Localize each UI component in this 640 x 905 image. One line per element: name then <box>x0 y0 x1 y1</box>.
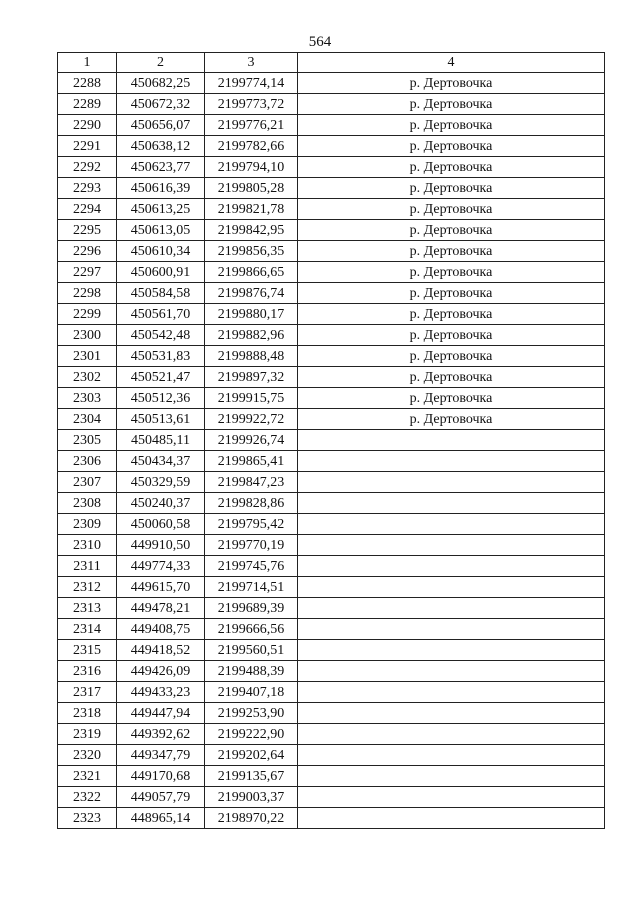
x-coordinate-cell: 450584,58 <box>117 283 205 304</box>
point-number-cell: 2306 <box>58 451 117 472</box>
table-row <box>58 409 605 430</box>
table-row <box>58 136 605 157</box>
x-coordinate-cell: 450329,59 <box>117 472 205 493</box>
header-cell-1: 1 <box>58 53 117 73</box>
y-coordinate-cell: 2199689,39 <box>205 598 298 619</box>
page-number: 564 <box>308 34 332 50</box>
table-row <box>58 745 605 766</box>
description-cell <box>298 514 605 535</box>
x-coordinate-cell: 449910,50 <box>117 535 205 556</box>
x-coordinate-cell: 450610,34 <box>117 241 205 262</box>
description-cell: р. Дертовочка <box>298 73 605 94</box>
table-row <box>58 367 605 388</box>
y-coordinate-cell: 2199253,90 <box>205 703 298 724</box>
table-row <box>58 703 605 724</box>
y-coordinate-cell: 2199882,96 <box>205 325 298 346</box>
point-number-cell: 2304 <box>58 409 117 430</box>
description-cell: р. Дертовочка <box>298 220 605 241</box>
description-cell <box>298 577 605 598</box>
table-header <box>58 53 605 73</box>
y-coordinate-cell: 2199865,41 <box>205 451 298 472</box>
table-row <box>58 157 605 178</box>
y-coordinate-cell: 2199828,86 <box>205 493 298 514</box>
point-number-cell: 2307 <box>58 472 117 493</box>
table-row <box>58 346 605 367</box>
description-cell: р. Дертовочка <box>298 136 605 157</box>
x-coordinate-cell: 450600,91 <box>117 262 205 283</box>
table-row <box>58 640 605 661</box>
x-coordinate-cell: 450542,48 <box>117 325 205 346</box>
y-coordinate-cell: 2199222,90 <box>205 724 298 745</box>
y-coordinate-cell: 2199003,37 <box>205 787 298 808</box>
x-coordinate-cell: 449392,62 <box>117 724 205 745</box>
point-number-cell: 2309 <box>58 514 117 535</box>
x-coordinate-cell: 449408,75 <box>117 619 205 640</box>
x-coordinate-cell: 450656,07 <box>117 115 205 136</box>
point-number-cell: 2305 <box>58 430 117 451</box>
point-number-cell: 2291 <box>58 136 117 157</box>
header-cell-3: 3 <box>205 53 298 73</box>
x-coordinate-cell: 450531,83 <box>117 346 205 367</box>
x-coordinate-cell: 450638,12 <box>117 136 205 157</box>
point-number-cell: 2311 <box>58 556 117 577</box>
description-cell: р. Дертовочка <box>298 283 605 304</box>
x-coordinate-cell: 449615,70 <box>117 577 205 598</box>
point-number-cell: 2318 <box>58 703 117 724</box>
point-number-cell: 2292 <box>58 157 117 178</box>
y-coordinate-cell: 2199888,48 <box>205 346 298 367</box>
table-row <box>58 94 605 115</box>
y-coordinate-cell: 2199770,19 <box>205 535 298 556</box>
y-coordinate-cell: 2199795,42 <box>205 514 298 535</box>
description-cell <box>298 598 605 619</box>
x-coordinate-cell: 450672,32 <box>117 94 205 115</box>
description-cell: р. Дертовочка <box>298 94 605 115</box>
point-number-cell: 2295 <box>58 220 117 241</box>
description-cell <box>298 430 605 451</box>
x-coordinate-cell: 449774,33 <box>117 556 205 577</box>
x-coordinate-cell: 450240,37 <box>117 493 205 514</box>
x-coordinate-cell: 448965,14 <box>117 808 205 829</box>
table-row <box>58 661 605 682</box>
point-number-cell: 2298 <box>58 283 117 304</box>
description-cell <box>298 787 605 808</box>
y-coordinate-cell: 2199782,66 <box>205 136 298 157</box>
table-row <box>58 283 605 304</box>
x-coordinate-cell: 450512,36 <box>117 388 205 409</box>
description-cell <box>298 493 605 514</box>
y-coordinate-cell: 2199202,64 <box>205 745 298 766</box>
point-number-cell: 2293 <box>58 178 117 199</box>
table-row <box>58 430 605 451</box>
table-row <box>58 787 605 808</box>
point-number-cell: 2315 <box>58 640 117 661</box>
description-cell: р. Дертовочка <box>298 115 605 136</box>
point-number-cell: 2288 <box>58 73 117 94</box>
description-cell <box>298 703 605 724</box>
y-coordinate-cell: 2199488,39 <box>205 661 298 682</box>
header-row <box>58 53 605 73</box>
x-coordinate-cell: 450613,25 <box>117 199 205 220</box>
point-number-cell: 2303 <box>58 388 117 409</box>
y-coordinate-cell: 2199856,35 <box>205 241 298 262</box>
y-coordinate-cell: 2198970,22 <box>205 808 298 829</box>
point-number-cell: 2320 <box>58 745 117 766</box>
description-cell <box>298 451 605 472</box>
y-coordinate-cell: 2199926,74 <box>205 430 298 451</box>
description-cell <box>298 535 605 556</box>
table-row <box>58 199 605 220</box>
point-number-cell: 2299 <box>58 304 117 325</box>
description-cell: р. Дертовочка <box>298 199 605 220</box>
table-row <box>58 451 605 472</box>
y-coordinate-cell: 2199880,17 <box>205 304 298 325</box>
x-coordinate-cell: 450513,61 <box>117 409 205 430</box>
table-row <box>58 262 605 283</box>
x-coordinate-cell: 450521,47 <box>117 367 205 388</box>
table-row <box>58 598 605 619</box>
y-coordinate-cell: 2199805,28 <box>205 178 298 199</box>
table-row <box>58 73 605 94</box>
y-coordinate-cell: 2199915,75 <box>205 388 298 409</box>
y-coordinate-cell: 2199774,14 <box>205 73 298 94</box>
x-coordinate-cell: 449433,23 <box>117 682 205 703</box>
description-cell <box>298 472 605 493</box>
point-number-cell: 2296 <box>58 241 117 262</box>
point-number-cell: 2321 <box>58 766 117 787</box>
point-number-cell: 2310 <box>58 535 117 556</box>
y-coordinate-cell: 2199922,72 <box>205 409 298 430</box>
description-cell: р. Дертовочка <box>298 388 605 409</box>
y-coordinate-cell: 2199897,32 <box>205 367 298 388</box>
table-row <box>58 577 605 598</box>
y-coordinate-cell: 2199776,21 <box>205 115 298 136</box>
header-cell-2: 2 <box>117 53 205 73</box>
y-coordinate-cell: 2199821,78 <box>205 199 298 220</box>
point-number-cell: 2290 <box>58 115 117 136</box>
description-cell <box>298 724 605 745</box>
y-coordinate-cell: 2199560,51 <box>205 640 298 661</box>
description-cell <box>298 808 605 829</box>
table-row <box>58 178 605 199</box>
description-cell <box>298 640 605 661</box>
table-row <box>58 304 605 325</box>
description-cell: р. Дертовочка <box>298 325 605 346</box>
description-cell <box>298 556 605 577</box>
x-coordinate-cell: 450434,37 <box>117 451 205 472</box>
point-number-cell: 2300 <box>58 325 117 346</box>
point-number-cell: 2319 <box>58 724 117 745</box>
table-row <box>58 220 605 241</box>
point-number-cell: 2297 <box>58 262 117 283</box>
table-row <box>58 493 605 514</box>
table-body <box>58 73 605 829</box>
table-row <box>58 325 605 346</box>
point-number-cell: 2294 <box>58 199 117 220</box>
description-cell: р. Дертовочка <box>298 409 605 430</box>
table-row <box>58 766 605 787</box>
point-number-cell: 2323 <box>58 808 117 829</box>
table-row <box>58 808 605 829</box>
x-coordinate-cell: 450613,05 <box>117 220 205 241</box>
table-row <box>58 388 605 409</box>
point-number-cell: 2314 <box>58 619 117 640</box>
y-coordinate-cell: 2199714,51 <box>205 577 298 598</box>
x-coordinate-cell: 449418,52 <box>117 640 205 661</box>
description-cell <box>298 766 605 787</box>
y-coordinate-cell: 2199745,76 <box>205 556 298 577</box>
table-row <box>58 241 605 262</box>
table-row <box>58 472 605 493</box>
description-cell: р. Дертовочка <box>298 178 605 199</box>
table-row <box>58 556 605 577</box>
point-number-cell: 2301 <box>58 346 117 367</box>
x-coordinate-cell: 450561,70 <box>117 304 205 325</box>
x-coordinate-cell: 450682,25 <box>117 73 205 94</box>
point-number-cell: 2312 <box>58 577 117 598</box>
x-coordinate-cell: 449426,09 <box>117 661 205 682</box>
point-number-cell: 2316 <box>58 661 117 682</box>
description-cell <box>298 661 605 682</box>
x-coordinate-cell: 449447,94 <box>117 703 205 724</box>
point-number-cell: 2289 <box>58 94 117 115</box>
point-number-cell: 2302 <box>58 367 117 388</box>
description-cell <box>298 682 605 703</box>
y-coordinate-cell: 2199842,95 <box>205 220 298 241</box>
table-row <box>58 115 605 136</box>
y-coordinate-cell: 2199135,67 <box>205 766 298 787</box>
table-row <box>58 619 605 640</box>
x-coordinate-cell: 449170,68 <box>117 766 205 787</box>
description-cell: р. Дертовочка <box>298 262 605 283</box>
table-row <box>58 724 605 745</box>
x-coordinate-cell: 450485,11 <box>117 430 205 451</box>
point-number-cell: 2317 <box>58 682 117 703</box>
y-coordinate-cell: 2199876,74 <box>205 283 298 304</box>
table-row <box>58 682 605 703</box>
description-cell: р. Дертовочка <box>298 241 605 262</box>
y-coordinate-cell: 2199407,18 <box>205 682 298 703</box>
y-coordinate-cell: 2199773,72 <box>205 94 298 115</box>
description-cell <box>298 619 605 640</box>
header-cell-4: 4 <box>298 53 605 73</box>
point-number-cell: 2322 <box>58 787 117 808</box>
table-row <box>58 535 605 556</box>
description-cell: р. Дертовочка <box>298 304 605 325</box>
description-cell: р. Дертовочка <box>298 157 605 178</box>
x-coordinate-cell: 449057,79 <box>117 787 205 808</box>
x-coordinate-cell: 449347,79 <box>117 745 205 766</box>
description-cell: р. Дертовочка <box>298 367 605 388</box>
point-number-cell: 2308 <box>58 493 117 514</box>
x-coordinate-cell: 450616,39 <box>117 178 205 199</box>
table-row <box>58 514 605 535</box>
x-coordinate-cell: 450623,77 <box>117 157 205 178</box>
point-number-cell: 2313 <box>58 598 117 619</box>
x-coordinate-cell: 449478,21 <box>117 598 205 619</box>
x-coordinate-cell: 450060,58 <box>117 514 205 535</box>
y-coordinate-cell: 2199866,65 <box>205 262 298 283</box>
description-cell: р. Дертовочка <box>298 346 605 367</box>
coordinates-table <box>57 52 605 829</box>
description-cell <box>298 745 605 766</box>
y-coordinate-cell: 2199666,56 <box>205 619 298 640</box>
y-coordinate-cell: 2199794,10 <box>205 157 298 178</box>
y-coordinate-cell: 2199847,23 <box>205 472 298 493</box>
